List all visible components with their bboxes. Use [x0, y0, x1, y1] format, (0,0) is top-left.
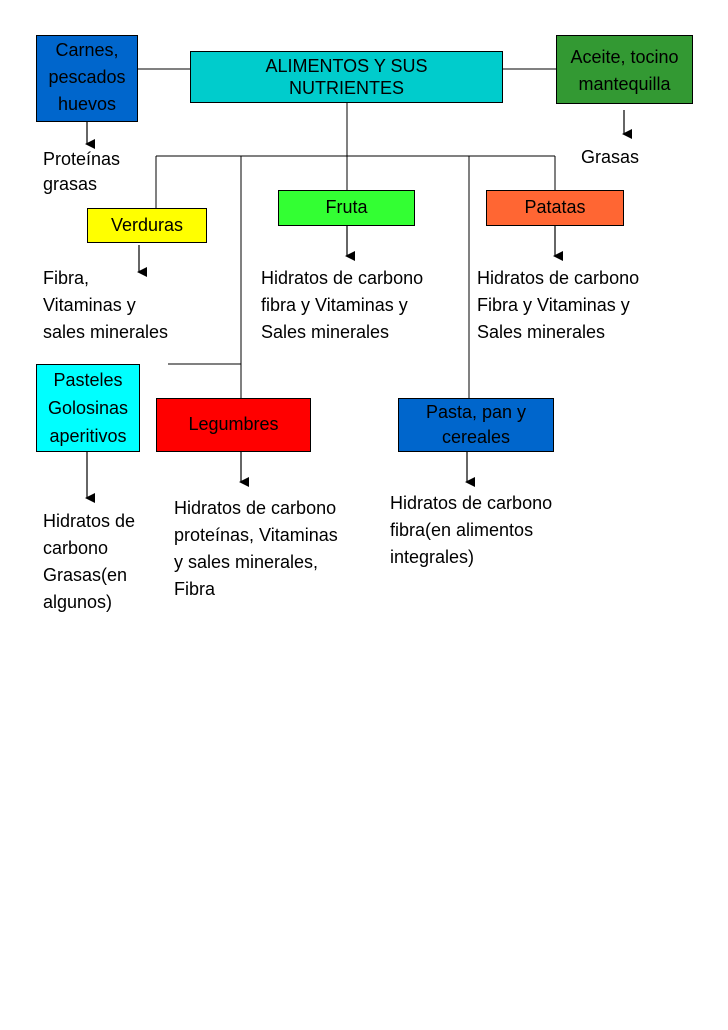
group-box-carnes	[36, 35, 138, 122]
group-box-patatas	[486, 190, 624, 226]
group-label-patatas: Patatas	[524, 197, 586, 217]
group-label-fruta: Fruta	[325, 197, 368, 217]
nutrients-patatas: Hidratos de carbono Fibra y Vitaminas y Sales minerales	[477, 268, 640, 342]
group-box-fruta	[278, 190, 415, 226]
group-label-verduras: Verduras	[110, 215, 184, 235]
nutrients-legumbres: Hidratos de carbono proteínas, Vitaminas y sales minerales, Fibra	[174, 498, 338, 599]
group-label-legumbres: Legumbres	[188, 414, 279, 434]
group-label-carnes: Carnes, pescados huevos	[48, 40, 126, 114]
nutrients-aceite: Grasas	[581, 147, 640, 167]
group-label-pasteles: Pasteles Golosinas aperitivos	[47, 370, 129, 446]
nutrients-pasteles: Hidratos de carbono Grasas(en algunos)	[43, 511, 136, 612]
nutrients-verduras: Fibra, Vitaminas y sales minerales	[43, 268, 169, 342]
title-box	[190, 51, 503, 103]
group-box-verduras	[87, 208, 207, 243]
group-box-pasteles	[36, 364, 140, 452]
nutrients-pasta: Hidratos de carbono fibra(en alimentos integrales)	[390, 493, 553, 567]
nutrients-fruta: Hidratos de carbono fibra y Vitaminas y Sales minerales	[261, 268, 424, 342]
group-label-pasta: Pasta, pan y cereales	[425, 402, 527, 447]
title-text: ALIMENTOS Y SUS NUTRIENTES	[265, 56, 428, 98]
group-box-pasta	[398, 398, 554, 452]
group-label-aceite: Aceite, tocino mantequilla	[570, 47, 679, 94]
group-box-aceite	[556, 35, 693, 104]
group-box-legumbres	[156, 398, 311, 452]
nutrients-carnes: Proteínas grasas	[43, 149, 121, 194]
